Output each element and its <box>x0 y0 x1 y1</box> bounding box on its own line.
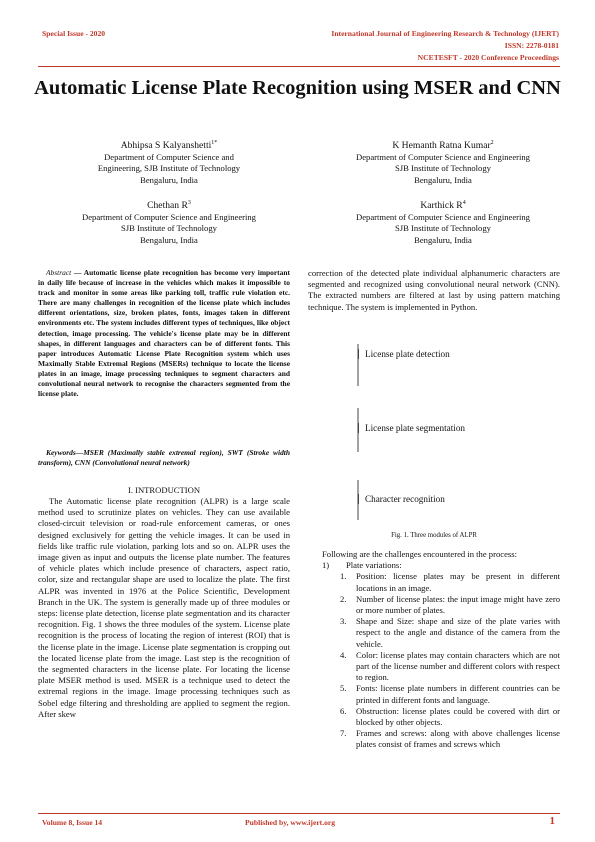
paper-title: Automatic License Plate Recognition using MSER and CNN <box>34 77 561 99</box>
footer-rule <box>38 813 560 814</box>
list-item: 4. Color: license plates may contain characters which are not part of the license number and different colors with respect to region. <box>340 649 560 683</box>
box-license-plate-segmentation: License plate segmentation <box>358 423 465 433</box>
abstract <box>38 268 290 399</box>
list-item: 5. Fonts: license plate numbers in different countries can be printed in different fonts and language. <box>340 683 560 705</box>
volume-issue: Volume 8, Issue 14 <box>42 818 103 827</box>
page-number: 1 <box>549 815 555 827</box>
list-item: 3. Shape and Size: shape and size of the plate varies with respect to the angle and distance of the camera from the vehicle. <box>340 616 560 649</box>
box-license-plate-detection: License plate detection <box>358 349 450 359</box>
challenges-intro: Following are the challenges encountered in the process: <box>322 549 517 559</box>
list-item: 7. Frames and screws: along with above challenges license plates consist of frames and screws which <box>340 728 560 750</box>
box-character-recognition: Character recognition <box>358 494 445 504</box>
author-name: K Hemanth Ratna Kumar <box>392 140 491 152</box>
author-block-2: K Hemanth Ratna Kumar$^2$ Department of Computer Science and Engineering SJB Institute of Technology Bengaluru, India <box>356 140 530 185</box>
issn: ISSN: 2278-0181 <box>504 41 559 50</box>
section-heading-introduction: I. INTRODUCTION <box>127 485 201 495</box>
challenges-list <box>322 549 560 751</box>
figure-alpr-modules <box>308 334 560 524</box>
author-name: Karthick R <box>420 200 463 212</box>
journal-name: International Journal of Engineering Research & Technology (IJERT) <box>331 29 559 38</box>
challenge-main-item: 1) Plate variations: <box>322 560 402 571</box>
author-block-4: Karthick $R^4$ Department of Computer Science and Engineering SJB Institute of Technology Bengaluru, India <box>356 200 530 245</box>
introduction-text: The Automatic license plate recognition (ALPR) is a large scale method used to scrutinize plates on vehicles. They can use available closed-circuit television or road-rule enforcement cameras, or ones designed exclusively for getting the vehicle images. It can be used in fields like traffic rule violation, parking lots and so on. ALPR uses the image given as input and outputs the license plate number. The features of vehicle plates which include presence of characters, aspect ratio, color, size and rectangular shape are used to localize the plate. The first ALPR was invented in 1976 at the Police Scientific, Development Branch in the UK. The system is generally made up of three modules or steps: license plate detection, license plate segmentation and its character recognition. Fig. 1 shows the three modules of the system. License plate recognition is the process of locating the region of interest (ROI) that is the license plate in the image. License plate segmentation is cropping out the located license plate from the image. Last step is the recognition of the segmented characters in the license plate. For locating the license plate MSER method is used. MSER is a technique used to detect the extremal regions in the image. Image processing techniques such as Sobel edge filtering and thresholding are applied to segment the region. After skew <box>38 496 290 719</box>
list-item: 1. Position: license plates may be present in different locations in an image. <box>340 571 560 593</box>
author-name: Abhipsa S Kalyanshetti <box>120 140 212 152</box>
author-block-3: Chethan $R^3$ Department of Computer Science and Engineering SJB Institute of Technology Bengaluru, India <box>82 200 256 245</box>
abstract-text: — Automatic license plate recognition has become very important in daily life because of increase in the vehicles which makes it impossible to track and monitor in some areas like parking toll, traffic rule violation etc. There are many challenges in recognition of the license plate which includes different orientations, size, broken plates, fonts, images taken in different environments etc. The system includes different types of techniques, like object detection, image processing. The vehicle's license plate may be in different shapes, in different languages and characters can be of different fonts. This paper introduces Automatic License Plate Recognition system which uses Maximally Stable Extremal Regions (MSERs) technique to locate the license plates in an image, image processing techniques to segment characters and convolutional neural network to recognise the characters segmented from the license plate. <box>38 268 290 399</box>
publisher: Published by, www.ijert.org <box>245 818 336 827</box>
special-issue-label: Special Issue - 2020 <box>42 29 106 38</box>
right-column-paragraph: correction of the detected plate individual alphanumeric characters are segmented and recognized using convolutional neural network (CNN). The extracted numbers are filtered at last by using pattern matching technique. The system is implemented in Python. <box>308 268 560 312</box>
author-name: Chethan R <box>147 200 188 212</box>
header-rule <box>38 66 560 67</box>
list-item: 2. Number of license plates: the input image might have zero or more number of plates. <box>340 593 560 616</box>
list-item: 6. Obstruction: license plates could be covered with dirt or blocked by other objects. <box>340 705 560 728</box>
author-block-1: Abhipsa S Kalyanshetti$^{1*}$ Department of Computer Science and Engineering, SJB Institute of Technology Bengaluru, India <box>97 140 241 185</box>
keywords: Keywords—MSER (Maximally stable extremal region), SWT (Stroke width transform), CNN (Convolutional neural network) <box>38 448 290 468</box>
conference-name: NCETESFT - 2020 Conference Proceedings <box>417 53 559 62</box>
challenge-sub-list <box>322 571 560 750</box>
figure-caption: Fig. 1. Three modules of ALPR <box>391 532 477 539</box>
abstract-label: Abstract <box>46 268 72 277</box>
